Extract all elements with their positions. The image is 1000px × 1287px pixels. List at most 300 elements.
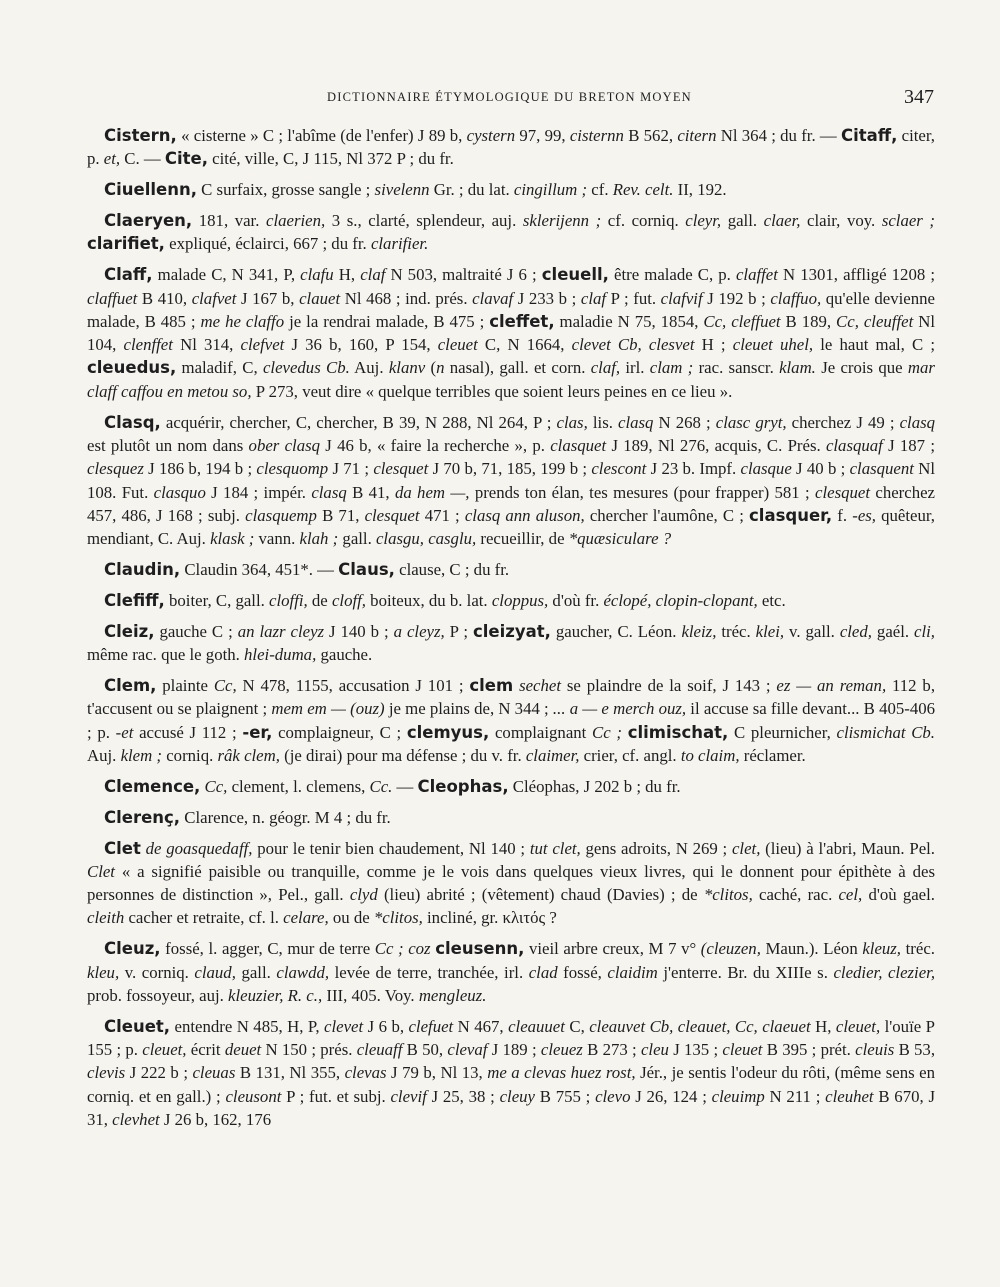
headword: Cleuz, (104, 939, 161, 959)
dictionary-entry (87, 209, 935, 256)
entry-text: J 36 b, 160, P 154, (284, 335, 438, 355)
italic-form: cleith (87, 908, 125, 928)
italic-form: klei, (755, 621, 785, 641)
italic-form: mar claff caffou en metou so, (87, 358, 935, 401)
italic-form: clasquent (849, 459, 914, 479)
italic-form: n (436, 358, 445, 378)
entry-text: boiteux, du b. lat. (365, 590, 492, 610)
entry-text: gauche. (316, 645, 373, 665)
italic-form: clasquet (550, 435, 607, 455)
dictionary-entry (87, 806, 935, 829)
entry-text: B 71, (316, 505, 365, 525)
entry-text: complaignant (489, 722, 593, 742)
entry-text: irl. (620, 358, 650, 378)
entry-text: 181, var. (192, 211, 266, 231)
entry-text: clause, C ; du fr. (394, 560, 510, 580)
entry-text: B 562, (623, 126, 678, 145)
entry-text: B 131, Nl 355, (235, 1063, 345, 1083)
italic-form: cleuet (722, 1040, 763, 1060)
italic-form: cleuet, (835, 1016, 881, 1036)
italic-form: clenffet (123, 335, 173, 355)
italic-form: clas, (556, 412, 588, 432)
entry-text: Auj. (349, 358, 389, 378)
headword: Cleuet, (104, 1016, 171, 1036)
italic-form: cled, (839, 621, 872, 641)
italic-form: clasquo (153, 482, 206, 502)
italic-form: claerien, (266, 211, 326, 231)
entry-text: malade C, N 341, P, (152, 265, 301, 285)
italic-form: Rev. celt. (612, 180, 674, 200)
headword: cleffet, (489, 311, 555, 331)
entry-text: 3 s., clarté, splendeur, auj. (325, 211, 523, 231)
entry-text: accusé J 112 ; (133, 722, 243, 742)
entry-text: je me plains de, N 344 ; (384, 699, 553, 719)
entry-text: Claudin 364, 451*. — (180, 560, 339, 580)
italic-form: clarifier. (370, 234, 429, 254)
italic-form: clevet Cb, clesvet (571, 335, 695, 355)
italic-form: cisternn (569, 126, 624, 145)
entry-text: « cisterne » C ; l'abîme (de l'enfer) J 89 b, (176, 126, 467, 145)
entry-text: N 1301, affligé 1208 ; (777, 265, 935, 285)
headword: clem (469, 675, 514, 695)
entry-text: écrit (186, 1040, 225, 1060)
italic-form: hlei-duma, (244, 645, 317, 665)
entry-text: II, 192. (673, 180, 727, 200)
entry-text: boiter, C, gall. (164, 590, 270, 610)
italic-form: cleuet (437, 335, 478, 355)
headword: Cleiz, (104, 621, 155, 641)
italic-form: clasq ann aluson, (464, 505, 585, 525)
italic-form: clevaf (447, 1040, 488, 1060)
italic-form: râk clem, (217, 745, 280, 765)
italic-form: *clitos, (373, 908, 423, 928)
italic-form: clevis (87, 1063, 126, 1083)
entry-text: B 670, J 31, (87, 1086, 935, 1129)
entry-text: B 41, (346, 482, 395, 502)
entry-text: Nl 314, (172, 335, 241, 355)
italic-form: cleuhet (825, 1086, 874, 1106)
entry-text: J 6 b, (363, 1016, 409, 1036)
italic-form: cystern (466, 126, 516, 145)
italic-form: kleiz, (681, 621, 717, 641)
entry-text: N 478, 1155, accusation J 101 ; (236, 675, 470, 695)
entry-text: N 503, maltraité J 6 ; (385, 265, 542, 285)
entry-text: Nl 468 ; ind. prés. (340, 288, 473, 308)
italic-form: me a clevas huez rost, (487, 1063, 636, 1083)
entry-text: Nl 108. Fut. (87, 459, 935, 502)
entry-text: J 70 b, 71, 185, 199 b ; (428, 459, 592, 479)
headword: Clemence, (104, 776, 201, 796)
entry-text: N 150 ; prés. (261, 1040, 357, 1060)
entry-text: Auj. (87, 745, 121, 765)
headword: Cistern, (104, 126, 177, 145)
italic-form: Cc, (204, 776, 228, 796)
entry-text: gall. (235, 962, 277, 982)
italic-form: me he claffo (200, 311, 285, 331)
entry-text: d'où fr. (548, 590, 604, 610)
dictionary-entry (87, 1015, 935, 1131)
italic-form: -es, (852, 505, 876, 525)
italic-form: to claim, (680, 745, 740, 765)
headword: -er, (242, 722, 273, 742)
italic-form: claffet (735, 265, 778, 285)
entry-text: rac. sanscr. (693, 358, 780, 378)
italic-form: ez — an reman, (776, 675, 887, 695)
entry-text: incliné, gr. κλιτός ? (422, 908, 557, 928)
italic-form: an lazr cleyz (237, 621, 325, 641)
entry-text: recueillir, de (476, 529, 569, 549)
entry-text: (je dirai) pour ma défense ; du v. fr. (279, 745, 526, 765)
entry-text: tréc. (716, 621, 756, 641)
dictionary-entry (87, 411, 935, 551)
italic-form: kleuzier, R. c., (228, 985, 323, 1005)
entry-text: cherchez 457, 486, J 168 ; subj. (87, 482, 935, 525)
italic-form: Cc. (369, 776, 393, 796)
italic-form: clyd (349, 885, 378, 905)
italic-form: claf, (590, 358, 621, 378)
italic-form: clevas (344, 1063, 387, 1083)
entry-text: Gr. ; du lat. (429, 180, 514, 200)
italic-form: cleu (640, 1040, 669, 1060)
italic-form: clasq (899, 412, 936, 432)
dictionary-entry (87, 589, 935, 612)
italic-form: cleuis (855, 1040, 895, 1060)
entry-text: tréc. (901, 939, 935, 959)
entry-text: Nl 364 ; du fr. — (716, 126, 841, 145)
dictionary-entry (87, 837, 935, 930)
italic-form: clafvet (191, 288, 237, 308)
italic-form: cloff, (331, 590, 366, 610)
entry-text: gaél. (871, 621, 915, 641)
headword: Clerenç, (104, 807, 181, 827)
dictionary-entry (87, 937, 935, 1007)
entry-text: C, N 1664, (477, 335, 572, 355)
entry-text: J 189, Nl 276, acquis, C. Prés. (606, 435, 826, 455)
italic-form: cleuez (540, 1040, 583, 1060)
italic-form: cleuy (499, 1086, 535, 1106)
entry-text: le haut mal, C ; (813, 335, 936, 355)
entry-text: Cléophas, J 202 b ; du fr. (508, 776, 681, 796)
entry-text: cité, ville, C, J 115, Nl 372 P ; du fr. (207, 149, 454, 169)
entry-text: J 26, 124 ; (630, 1086, 712, 1106)
headword: Citaff, (840, 126, 898, 145)
dictionary-entry (87, 775, 935, 798)
entry-text: etc. (757, 590, 786, 610)
headword: cleusenn, (435, 939, 525, 959)
entry-text: J 140 b ; (324, 621, 394, 641)
entry-text: citer, p. (87, 126, 935, 169)
entry-text: J 187 ; (882, 435, 935, 455)
italic-form: cledier, clezier, (833, 962, 936, 982)
italic-form: claimer, (525, 745, 580, 765)
entry-text: H, (333, 265, 361, 285)
italic-form: claf (580, 288, 607, 308)
italic-form: claer, (763, 211, 801, 231)
entry-text: fossé, (557, 962, 608, 982)
italic-form: cleuimp (711, 1086, 765, 1106)
italic-form: Cc ; (374, 939, 404, 959)
entry-text: j'enterre. Br. du XIIIe s. (657, 962, 834, 982)
entry-text: J 26 b, 162, 176 (159, 1110, 272, 1129)
italic-form: clavaf (472, 288, 514, 308)
entry-text: B 53, (894, 1040, 936, 1060)
italic-form: cleauuet (508, 1016, 565, 1036)
entry-text: ou de (328, 908, 374, 928)
entry-text: caché, rac. (752, 885, 839, 905)
entry-text: prob. fossoyeur, auj. (87, 985, 229, 1005)
italic-form: sivelenn (374, 180, 430, 200)
italic-form: clefvet (240, 335, 285, 355)
italic-form: clasque (740, 459, 792, 479)
italic-form: clawdd, (276, 962, 330, 982)
entry-text: P ; fut. (606, 288, 661, 308)
entry-text: « a signifié paisible ou tranquille, comme je le vois dans quelques vieux livres, qui le donnent pour épithète à des personnes de distinction », Pel., gall. (87, 861, 935, 905)
entry-text: (lieu) abrité ; (vêtement) chaud (Davies) ; de (377, 885, 704, 905)
headword: Claff, (104, 265, 153, 285)
dictionary-entry (87, 558, 935, 581)
entry-text: cf. (587, 180, 613, 200)
headword: clemyus, (406, 722, 490, 742)
entry-text: Nl 104, (87, 311, 935, 355)
entry-text: gall. (338, 529, 376, 549)
italic-form: et, (103, 149, 121, 169)
entry-text: (lieu) à l'abri, Maun. Pel. (760, 838, 935, 858)
italic-form: claf (360, 265, 386, 285)
entry-text: — (392, 776, 418, 796)
italic-form: clevedus Cb. (262, 358, 350, 378)
entry-text: vieil arbre creux, M 7 v° (524, 939, 701, 959)
italic-form: clefuet (408, 1016, 454, 1036)
entry-text: expliqué, éclairci, 667 ; du fr. (164, 234, 371, 254)
entry-text: fossé, l. agger, C, mur de terre (160, 939, 375, 959)
entry-text: gauche C ; (154, 621, 238, 641)
entry-text: clement, l. clemens, (227, 776, 370, 796)
entry-text: f. (832, 505, 853, 525)
italic-form: klam. (779, 358, 816, 378)
entry-text: Je crois que (815, 358, 908, 378)
italic-form: mengleuz. (418, 985, 487, 1005)
entry-text: ( (425, 358, 437, 378)
entry-text: H, (810, 1016, 836, 1036)
italic-form: celare, (283, 908, 329, 928)
dictionary-entry (87, 263, 935, 403)
entry-text: il accuse sa fille devant... B 405-406 ; p. (87, 699, 936, 742)
entry-text: acquérir, chercher, C, chercher, B 39, N 288, Nl 264, P ; (160, 412, 557, 432)
entry-text: v. gall. (784, 621, 840, 641)
entry-text: 112 b, t'accusent ou se plaignent ; (87, 675, 936, 719)
entry-text: III, 405. Voy. (322, 985, 419, 1005)
page-number: 347 (904, 86, 934, 108)
italic-form: clesquez (87, 459, 144, 479)
entry-text: chercher l'aumône, C ; (584, 505, 750, 525)
headword: Cite, (164, 149, 208, 169)
italic-form: sklerijenn ; (522, 211, 602, 231)
headword: Clefiff, (104, 590, 165, 610)
italic-form: clafvif (660, 288, 703, 308)
italic-form: clismichat Cb. (836, 722, 935, 742)
italic-form: coz (408, 939, 431, 959)
italic-form: deuet (224, 1040, 262, 1060)
headword: Clem, (104, 675, 157, 695)
entry-text: gaucher, C. Léon. (550, 621, 682, 641)
entry-text: Maun.). Léon (760, 939, 863, 959)
entry-text: H ; (694, 335, 733, 355)
italic-form: clasc gryt, (715, 412, 787, 432)
entry-text: J 167 b, (236, 288, 300, 308)
entries-column (87, 124, 935, 1139)
italic-form: *quæsiculare ? (568, 529, 672, 549)
italic-form: éclopé, clopin-clopant, (603, 590, 758, 610)
italic-form: cleuet uhel, (732, 335, 814, 355)
italic-form: Cc, cleuffet (836, 311, 914, 331)
italic-form: cleauvet Cb, cleauet, Cc, claeuet (589, 1016, 811, 1036)
entry-text: J 222 b ; (125, 1063, 193, 1083)
entry-text: gall. (721, 211, 764, 231)
italic-form: cloffi, (269, 590, 308, 610)
italic-form: claffuo, (770, 288, 822, 308)
entry-text: est plutôt un nom dans (87, 435, 249, 455)
headword: cleuedus, (87, 358, 177, 378)
entry-text: Clarence, n. géogr. M 4 ; du fr. (180, 807, 391, 827)
italic-form: klanv (388, 358, 426, 378)
italic-form: clesquet (364, 505, 420, 525)
italic-form: da hem —, (394, 482, 470, 502)
italic-form: kleuz, (862, 939, 902, 959)
italic-form: Cc, (213, 675, 237, 695)
entry-text: J 25, 38 ; (426, 1086, 500, 1106)
italic-form: clasq (618, 412, 654, 432)
italic-form: klem ; (120, 745, 163, 765)
italic-form: claidim (607, 962, 658, 982)
entry-text: nasal), gall. et corn. (444, 358, 591, 378)
entry-text: 97, 99, (515, 126, 570, 145)
entry-text: clair, voy. (800, 211, 882, 231)
headword: climischat, (627, 722, 729, 742)
entry-text: N 268 ; (653, 412, 716, 432)
entry-text: v. corniq. (119, 962, 195, 982)
entry-text: cf. corniq. (601, 211, 686, 231)
dictionary-entry (87, 674, 935, 767)
italic-form: cleuaff (356, 1040, 403, 1060)
italic-form: a cleyz, (393, 621, 445, 641)
entry-text: B 189, (780, 311, 837, 331)
italic-form: cli, (914, 621, 935, 641)
entry-text: Jér., je sentis l'odeur du rôti, (même sens en corniq. et en gall.) ; (87, 1063, 935, 1106)
italic-form: clesquomp (256, 459, 329, 479)
entry-text: B 273 ; (582, 1040, 641, 1060)
italic-form: de goasquedaff, (145, 838, 253, 858)
entry-text: J 40 b ; (791, 459, 850, 479)
entry-text: J 233 b ; (513, 288, 581, 308)
entry-text: C surfaix, grosse sangle ; (196, 180, 375, 200)
dictionary-entry (87, 124, 935, 171)
italic-form: ... a — e merch ouz, (552, 699, 687, 719)
headword: Claudin, (104, 560, 181, 580)
entry-text: J 23 b. Impf. (646, 459, 741, 479)
entry-text: je la rendrai malade, B 475 ; (284, 311, 490, 331)
entry-text: B 50, (402, 1040, 448, 1060)
entry-text: J 46 b, « faire la recherche », p. (320, 435, 551, 455)
italic-form: cleyr, (685, 211, 722, 231)
entry-text: corniq. (162, 745, 218, 765)
entry-text: l'ouïe P 155 ; p. (87, 1016, 935, 1060)
italic-form: Clet (87, 861, 115, 881)
italic-form: clevif (390, 1086, 427, 1106)
italic-form: kleu, (87, 962, 120, 982)
headword: Claus, (338, 560, 395, 580)
entry-text: P ; (444, 621, 473, 641)
entry-text: J 71 ; (328, 459, 374, 479)
dictionary-entry (87, 620, 935, 667)
italic-form: cleuet, (142, 1040, 187, 1060)
entry-text: C, (564, 1016, 590, 1036)
entry-text: N 467, (453, 1016, 509, 1036)
italic-form: clescont (591, 459, 647, 479)
entry-text: J 186 b, 194 b ; (143, 459, 257, 479)
entry-text: P 273, veut dire « quelque terribles que soient leurs peines en ce lieu ». (251, 381, 733, 401)
italic-form: cel, (838, 885, 863, 905)
entry-text: se plaindre de la soif, J 143 ; (561, 675, 777, 695)
italic-form: mem em — (ouz) (271, 699, 385, 719)
entry-text: J 135 ; (668, 1040, 723, 1060)
headword: Claeryen, (104, 211, 193, 231)
entry-text: crier, cf. angl. (579, 745, 681, 765)
entry-text: N 211 ; (764, 1086, 826, 1106)
entry-text: qu'elle devienne malade, B 485 ; (87, 288, 935, 331)
headword: cleizyat, (472, 621, 551, 641)
italic-form: claffuet (87, 288, 138, 308)
entry-text: cacher et retraite, cf. l. (124, 908, 284, 928)
italic-form: clevet (324, 1016, 364, 1036)
entry-text: entendre N 485, H, P, (170, 1016, 325, 1036)
entry-text: lis. (587, 412, 619, 432)
headword: clasquer, (749, 505, 833, 525)
italic-form: ober clasq (248, 435, 321, 455)
entry-text: réclamer. (739, 745, 806, 765)
italic-form: cleuas (192, 1063, 236, 1083)
entry-text: vann. (254, 529, 300, 549)
italic-form: sechet (519, 675, 562, 695)
entry-text: cherchez J 49 ; (786, 412, 900, 432)
entry-text: P ; fut. et subj. (281, 1086, 391, 1106)
entry-text: B 395 ; prét. (762, 1040, 856, 1060)
entry-text: C pleurnicher, (728, 722, 837, 742)
italic-form: cloppus, (491, 590, 549, 610)
italic-form: sclaer ; (881, 211, 935, 231)
entry-text: de (307, 590, 332, 610)
italic-form: Cc, cleffuet (703, 311, 781, 331)
headword: Clasq, (104, 412, 161, 432)
italic-form: clevhet (112, 1110, 160, 1129)
entry-text: 471 ; (419, 505, 465, 525)
entry-text: maladie N 75, 1854, (554, 311, 704, 331)
dictionary-entry (87, 178, 935, 201)
italic-form: *clitos, (703, 885, 753, 905)
headword: Clet (104, 838, 141, 858)
italic-form: clasgu, casglu, (375, 529, 477, 549)
entry-text: B 755 ; (534, 1086, 596, 1106)
headword: clarifiet, (87, 234, 165, 254)
italic-form: (cleuzen, (700, 939, 761, 959)
entry-text: même rac. que le goth. (87, 645, 245, 665)
entry-text: J 79 b, Nl 13, (386, 1063, 488, 1083)
italic-form: clad (528, 962, 558, 982)
italic-form: cingillum ; (513, 180, 588, 200)
italic-form: clasquemp (245, 505, 317, 525)
entry-text: être malade C, p. (608, 265, 736, 285)
entry-text: quêteur, mendiant, C. Auj. (87, 505, 935, 549)
italic-form: clam ; (649, 358, 694, 378)
